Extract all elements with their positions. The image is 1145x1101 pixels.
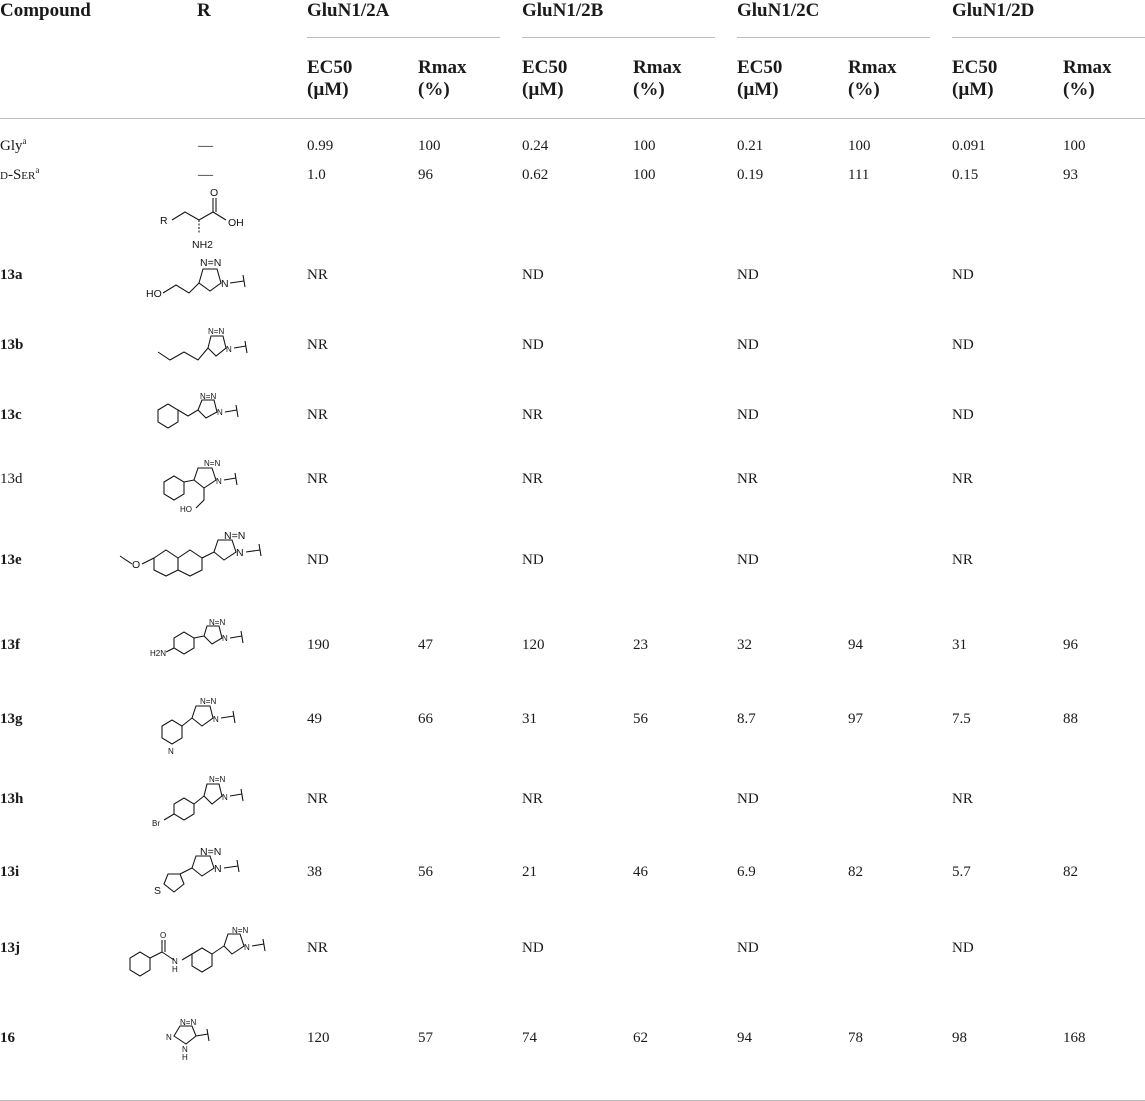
cell: 38 — [307, 864, 322, 880]
group-rule-2a — [307, 37, 500, 38]
svg-text:N=N: N=N — [224, 530, 246, 542]
cell: 23 — [633, 637, 648, 653]
header-rule — [0, 118, 1145, 119]
cell: NR — [952, 552, 973, 568]
compound-id: 13j — [0, 940, 20, 956]
cell: NR — [307, 791, 328, 807]
svg-text:HO: HO — [180, 505, 192, 514]
cell: ND — [522, 552, 544, 568]
cell: 46 — [633, 864, 648, 880]
cell: ND — [737, 337, 759, 353]
header-glun1-2d: GluN1/2D — [952, 0, 1035, 21]
cell: ND — [737, 267, 759, 283]
cell: 190 — [307, 637, 330, 653]
cell: NR — [307, 940, 328, 956]
cell: 97 — [848, 711, 863, 727]
svg-text:N=N: N=N — [232, 926, 249, 935]
svg-text:N: N — [217, 408, 223, 417]
compound-id: 13a — [0, 267, 23, 283]
cell: 57 — [418, 1030, 433, 1046]
cell: 0.24 — [522, 138, 549, 154]
cell: 93 — [1063, 167, 1078, 183]
ref-id-dser: d-Ser$^a$ — [0, 165, 40, 183]
cell: 100 — [848, 138, 871, 154]
core-structure — [150, 186, 260, 254]
cell: 78 — [848, 1030, 863, 1046]
svg-text:N=N: N=N — [209, 775, 226, 784]
svg-text:H: H — [182, 1053, 188, 1062]
cell: 0.21 — [737, 138, 764, 154]
cell: 31 — [952, 637, 967, 653]
cell: 98 — [952, 1030, 967, 1046]
cell: 56 — [418, 864, 433, 880]
compound-id: 16 — [0, 1030, 15, 1046]
svg-text:N=N: N=N — [209, 618, 226, 627]
subheader-ec50-2c: EC50 (µM) — [737, 57, 783, 100]
group-rule-2d — [952, 37, 1145, 38]
compound-id: 13h — [0, 791, 24, 807]
svg-text:O: O — [132, 559, 141, 571]
compound-id: 13b — [0, 337, 24, 353]
cell: ND — [737, 940, 759, 956]
ref-r-gly: — — [198, 138, 213, 154]
ref-r-dser: — — [198, 167, 213, 183]
svg-text:N=N: N=N — [180, 1018, 197, 1027]
r-structure-13d — [160, 458, 260, 514]
cell: 31 — [522, 711, 537, 727]
compound-id: 13i — [0, 864, 20, 880]
cell: 120 — [307, 1030, 330, 1046]
subheader-rmax-2d: Rmax (%) — [1063, 57, 1112, 100]
cell: ND — [952, 407, 974, 423]
ref-id-gly: Gly$^a$ — [0, 136, 27, 154]
cell: NR — [952, 791, 973, 807]
svg-text:N: N — [222, 634, 228, 643]
subheader-rmax-2a: Rmax (%) — [418, 57, 467, 100]
r-structure-13b — [156, 326, 256, 366]
svg-text:N=N: N=N — [200, 257, 222, 269]
svg-text:H2N: H2N — [150, 649, 167, 658]
cell: 111 — [848, 167, 870, 183]
svg-text:N: N — [226, 345, 232, 354]
cell: ND — [522, 337, 544, 353]
cell: 0.15 — [952, 167, 979, 183]
subheader-ec50-2d: EC50 (µM) — [952, 57, 998, 100]
r-structure-13h — [150, 776, 260, 828]
cell: NR — [522, 407, 543, 423]
cell: 5.7 — [952, 864, 971, 880]
svg-text:N: N — [216, 477, 222, 486]
cell: 120 — [522, 637, 545, 653]
cell: ND — [737, 791, 759, 807]
compound-id: 13c — [0, 407, 22, 423]
cell: 100 — [633, 167, 656, 183]
svg-text:O: O — [210, 187, 219, 199]
svg-text:N: N — [244, 943, 250, 952]
cell: ND — [737, 552, 759, 568]
subheader-rmax-2c: Rmax (%) — [848, 57, 897, 100]
group-rule-2b — [522, 37, 715, 38]
svg-text:OH: OH — [228, 217, 244, 229]
subheader-rmax-2b: Rmax (%) — [633, 57, 682, 100]
cell: 56 — [633, 711, 648, 727]
svg-text:O: O — [160, 931, 167, 940]
svg-text:N: N — [172, 957, 178, 966]
r-structure-13j — [126, 926, 286, 992]
svg-text:N: N — [222, 793, 228, 802]
header-r: R — [197, 0, 211, 21]
header-glun1-2b: GluN1/2B — [522, 0, 604, 21]
cell: 0.19 — [737, 167, 764, 183]
cell: 0.99 — [307, 138, 334, 154]
r-structure-13g — [158, 696, 258, 754]
r-structure-13e — [118, 530, 278, 580]
r-structure-16 — [166, 1018, 246, 1062]
subheader-ec50-2a: EC50 (µM) — [307, 57, 353, 100]
header-glun1-2c: GluN1/2C — [737, 0, 820, 21]
cell: NR — [307, 471, 328, 487]
cell: 62 — [633, 1030, 648, 1046]
cell: ND — [952, 267, 974, 283]
compound-id: 13e — [0, 552, 22, 568]
cell: NR — [522, 471, 543, 487]
cell: 82 — [848, 864, 863, 880]
cell: NR — [307, 337, 328, 353]
cell: ND — [952, 337, 974, 353]
cell: 6.9 — [737, 864, 756, 880]
cell: NR — [307, 407, 328, 423]
compound-id: 13g — [0, 711, 23, 727]
header-glun1-2a: GluN1/2A — [307, 0, 390, 21]
svg-text:N=N: N=N — [200, 697, 217, 706]
cell: ND — [307, 552, 329, 568]
cell: NR — [737, 471, 758, 487]
cell: 82 — [1063, 864, 1078, 880]
svg-text:N: N — [168, 747, 174, 756]
cell: 100 — [418, 138, 441, 154]
compound-id: 13f — [0, 637, 20, 653]
cell: 66 — [418, 711, 433, 727]
r-structure-13f — [150, 618, 260, 664]
header-compound: Compound — [0, 0, 91, 21]
svg-text:N: N — [221, 278, 229, 290]
cell: 49 — [307, 711, 322, 727]
cell: 1.0 — [307, 167, 326, 183]
svg-text:N: N — [214, 863, 222, 875]
svg-text:N=N: N=N — [200, 846, 222, 858]
svg-text:Br: Br — [152, 819, 160, 828]
cell: ND — [522, 267, 544, 283]
group-rule-2c — [737, 37, 930, 38]
cell: 74 — [522, 1030, 537, 1046]
cell: 0.62 — [522, 167, 549, 183]
cell: 47 — [418, 637, 433, 653]
compound-id: 13d — [0, 471, 23, 487]
cell: ND — [522, 940, 544, 956]
cell: 94 — [848, 637, 863, 653]
cell: 7.5 — [952, 711, 971, 727]
cell: 96 — [418, 167, 433, 183]
svg-text:NH2: NH2 — [192, 239, 214, 251]
svg-text:HO: HO — [146, 288, 162, 300]
cell: ND — [737, 407, 759, 423]
cell: NR — [522, 791, 543, 807]
svg-text:R: R — [160, 215, 168, 227]
svg-text:N=N: N=N — [204, 459, 221, 468]
cell: 100 — [633, 138, 656, 154]
svg-text:N: N — [236, 547, 244, 559]
svg-text:N=N: N=N — [200, 392, 217, 401]
cell: 32 — [737, 637, 752, 653]
cell: 168 — [1063, 1030, 1086, 1046]
cell: 0.091 — [952, 138, 986, 154]
cell: 100 — [1063, 138, 1086, 154]
svg-text:N=N: N=N — [208, 327, 225, 336]
cell: 94 — [737, 1030, 752, 1046]
cell: NR — [307, 267, 328, 283]
svg-text:N: N — [166, 1033, 172, 1042]
svg-text:S: S — [154, 885, 162, 897]
svg-text:N: N — [213, 715, 219, 724]
cell: 88 — [1063, 711, 1078, 727]
r-structure-13a — [146, 253, 276, 299]
cell: 96 — [1063, 637, 1078, 653]
svg-text:N: N — [182, 1045, 188, 1054]
cell: ND — [952, 940, 974, 956]
cell: NR — [952, 471, 973, 487]
r-structure-13i — [154, 846, 264, 904]
subheader-ec50-2b: EC50 (µM) — [522, 57, 568, 100]
svg-text:H: H — [172, 965, 178, 974]
cell: 21 — [522, 864, 537, 880]
r-structure-13c — [154, 392, 254, 436]
cell: 8.7 — [737, 711, 756, 727]
